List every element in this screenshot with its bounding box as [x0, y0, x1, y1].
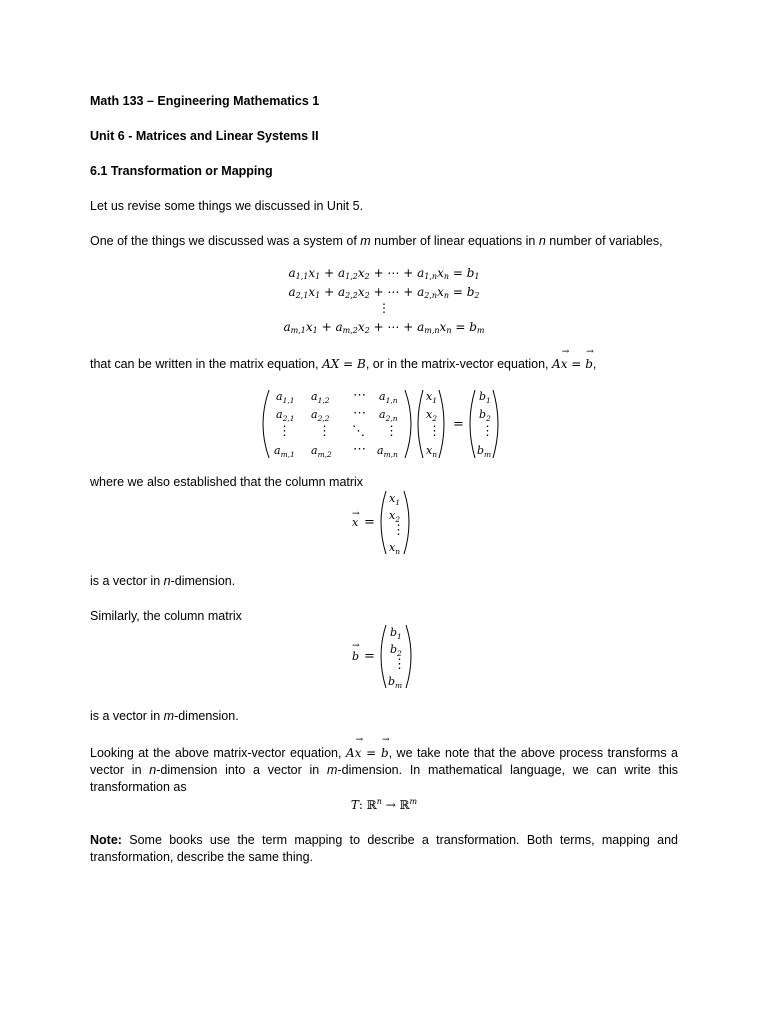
transformation-equation: T: ℝ$^n$ → ℝ$^m$ — [350, 797, 418, 812]
svg-text:a1,n: $a_{1,n}$ — [379, 390, 398, 405]
equation-row-1: $a_{1,1}x_1 + a_{1,2}x_2$ + ⋯ + $a_{1,n}x_n = b_1$ — [288, 266, 480, 281]
note-paragraph: Note: Some books use the term mapping to describe a transformation. Both terms, mapping and transformation, describe the same thing. — [90, 833, 678, 864]
paragraph-x-dimension: is a vector in n-dimension. — [90, 574, 236, 588]
svg-text:⋯: ⋯ — [353, 388, 366, 403]
svg-text:→: → — [352, 641, 360, 651]
paragraph-transformation: Looking at the above matrix-vector equation, A→ x = → b, we take note that the above process transforms a vector in n-dimension into a vector in m-dimension. In mathematical language, we can write this transformation as — [90, 745, 678, 796]
svg-text:bm: $b_m$ — [477, 444, 492, 459]
svg-text:bm: $b_m$ — [388, 675, 403, 690]
svg-text:x: x — [352, 516, 359, 529]
svg-text:b1: $b_1$ — [479, 390, 491, 405]
svg-text:a1,2: $a_{1,2}$ — [311, 390, 330, 405]
paragraph-column-matrix-x: where we also established that the column matrix — [90, 475, 364, 489]
section-title: 6.1 Transformation or Mapping — [90, 164, 273, 178]
svg-text:b: b — [352, 650, 360, 663]
svg-text:xn: $x_n$ — [426, 444, 438, 459]
equation-vdots: ⋮ — [378, 301, 390, 315]
svg-text:⋮: ⋮ — [385, 424, 398, 439]
equation-row-m: $a_{m,1}x_1 + a_{m,2}x_2$ + ⋯ + $a_{m,n}x_n = b_m$ — [283, 320, 485, 335]
svg-text:x2: $x_2$ — [426, 408, 437, 423]
svg-text:x2: $x_2$ — [389, 509, 400, 524]
svg-text:⋮: ⋮ — [392, 523, 405, 538]
paragraph-revise: Let us revise some things we discussed in Unit 5. — [90, 199, 364, 213]
svg-text:=: = — [364, 649, 375, 664]
paragraph-matrix-equation: that can be written in the matrix equation, AX = B, or in the matrix-vector equation, A→ x = → b, — [90, 357, 596, 371]
equation-row-2: $a_{2,1}x_1 + a_{2,2}x_2$ + ⋯ + $a_{2,n}x_n = b_2$ — [288, 285, 480, 300]
svg-text:b2: $b_2$ — [479, 408, 491, 423]
svg-text:⋮: ⋮ — [393, 657, 406, 672]
svg-text:b1: $b_1$ — [390, 626, 402, 641]
svg-text:⋮: ⋮ — [278, 424, 291, 439]
svg-text:⋮: ⋮ — [318, 424, 331, 439]
svg-text:⋱: ⋱ — [352, 424, 365, 439]
paragraph-system-intro: One of the things we discussed was a system of m number of linear equations in n number of variables, — [90, 234, 663, 248]
svg-text:x1: $x_1$ — [426, 390, 437, 405]
svg-text:a2,1: $a_{2,1}$ — [276, 408, 295, 423]
svg-text:→: → — [352, 509, 360, 519]
svg-text:b2: $b_2$ — [390, 643, 402, 658]
svg-text:⋯: ⋯ — [353, 406, 366, 421]
svg-text:a2,2: $a_{2,2}$ — [311, 408, 330, 423]
vector-b-definition — [348, 622, 420, 692]
svg-text:am,1: $a_{m,1}$ — [274, 444, 295, 459]
vector-x-definition — [348, 488, 420, 558]
svg-text:am,2: $a_{m,2}$ — [311, 444, 332, 459]
svg-text:=: = — [364, 515, 375, 530]
svg-text:⋯: ⋯ — [353, 442, 366, 457]
svg-text:=: = — [453, 417, 464, 432]
unit-title: Unit 6 - Matrices and Linear Systems II — [90, 129, 319, 143]
svg-text:x1: $x_1$ — [389, 492, 400, 507]
paragraph-column-matrix-b: Similarly, the column matrix — [90, 609, 242, 623]
svg-text:⋮: ⋮ — [481, 424, 494, 439]
svg-text:⋮: ⋮ — [428, 424, 441, 439]
course-title: Math 133 – Engineering Mathematics 1 — [90, 94, 320, 108]
paragraph-b-dimension: is a vector in m-dimension. — [90, 709, 239, 723]
note-label: Note: — [90, 833, 122, 847]
svg-text:a1,1: $a_{1,1}$ — [276, 390, 295, 405]
svg-text:a2,n: $a_{2,n}$ — [379, 408, 398, 423]
svg-text:am,n: $a_{m,n}$ — [377, 444, 398, 459]
svg-text:xn: $x_n$ — [389, 541, 401, 556]
matrix-equation — [255, 386, 515, 462]
